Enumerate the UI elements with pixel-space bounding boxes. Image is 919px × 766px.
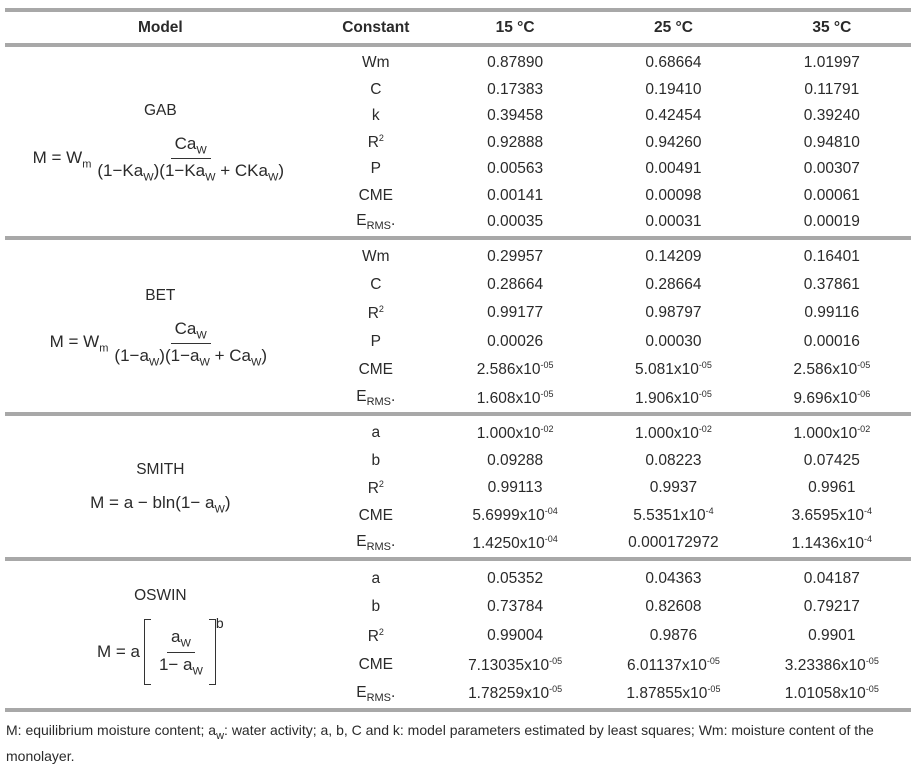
value-cell xyxy=(753,356,911,384)
value-cell xyxy=(594,299,752,327)
text-segment: M = a xyxy=(96,642,140,662)
denominator xyxy=(155,653,207,677)
text-segment: k xyxy=(371,107,380,125)
value-cell xyxy=(594,651,752,680)
text-segment: -05 xyxy=(865,655,879,666)
text-segment: 0.68664 xyxy=(645,54,702,72)
text-segment: W xyxy=(196,144,207,157)
text-segment: 0.39458 xyxy=(487,107,544,125)
value-cell xyxy=(594,50,752,77)
text-segment: 0.99004 xyxy=(487,627,544,645)
value-cell xyxy=(436,209,594,236)
text-segment: 0.9937 xyxy=(649,479,698,497)
numerator xyxy=(171,319,211,344)
value-cell xyxy=(753,243,911,271)
text-segment: 0.00141 xyxy=(487,186,544,204)
value-cell xyxy=(753,299,911,327)
value-cell xyxy=(436,622,594,651)
model-cell-bet xyxy=(5,243,316,413)
value-cell xyxy=(436,243,594,271)
text-segment: 0.00098 xyxy=(645,186,702,204)
constant-cell xyxy=(316,593,436,622)
value-cell xyxy=(753,564,911,593)
text-segment: 0.00026 xyxy=(487,332,544,350)
text-segment: 1.906x10 xyxy=(635,389,699,407)
text-segment: 0.07425 xyxy=(803,451,860,469)
constant-cell xyxy=(316,299,436,327)
table-row xyxy=(5,50,911,77)
text-segment: . xyxy=(391,212,396,230)
numerator xyxy=(167,627,195,652)
text-segment: -05 xyxy=(549,684,563,695)
text-segment: . xyxy=(391,388,396,406)
text-segment: RMS xyxy=(366,396,392,409)
text-segment: -4 xyxy=(864,533,873,544)
text-segment: a xyxy=(371,424,381,442)
text-segment: RMS xyxy=(366,220,392,233)
text-segment: a xyxy=(171,627,181,647)
text-segment: -4 xyxy=(864,506,873,517)
header-15c: 15 °C xyxy=(495,18,535,36)
header-35c: 35 °C xyxy=(812,18,852,36)
value-cell xyxy=(436,530,594,558)
value-cell xyxy=(594,103,752,130)
text-segment: 0.99177 xyxy=(487,304,544,322)
numerator xyxy=(171,134,211,159)
text-segment: W xyxy=(148,356,160,369)
text-segment: w xyxy=(216,730,225,743)
value-cell xyxy=(436,651,594,680)
value-cell xyxy=(594,530,752,558)
constant-cell xyxy=(316,271,436,299)
constant-cell xyxy=(316,679,436,708)
text-segment: 0.79217 xyxy=(803,598,860,616)
value-cell xyxy=(594,593,752,622)
value-cell xyxy=(436,679,594,708)
text-segment: -05 xyxy=(865,684,879,695)
constant-cell xyxy=(316,77,436,104)
value-cell xyxy=(436,103,594,130)
text-segment: 0.17383 xyxy=(487,80,544,98)
text-segment: -06 xyxy=(857,388,871,399)
header-row xyxy=(5,12,911,43)
text-segment: RMS xyxy=(366,691,392,704)
text-segment: W xyxy=(250,356,262,369)
table-row xyxy=(5,564,911,593)
text-segment: P xyxy=(370,332,381,350)
text-segment: 0.37861 xyxy=(803,275,860,293)
text-segment: M = W xyxy=(32,147,83,167)
text-segment: W xyxy=(214,503,225,516)
constant-cell xyxy=(316,156,436,183)
text-segment: )(1−Ka xyxy=(153,161,206,181)
text-segment: 0.9901 xyxy=(808,627,856,645)
value-cell xyxy=(436,564,594,593)
text-segment: E xyxy=(356,533,367,551)
text-segment: 1.01058x10 xyxy=(784,685,866,703)
constant-cell xyxy=(316,622,436,651)
text-segment: W xyxy=(205,171,216,184)
section-rule xyxy=(5,412,911,416)
value-cell xyxy=(753,622,911,651)
text-segment: 2.586x10 xyxy=(476,361,541,379)
text-segment: 0.39240 xyxy=(803,107,860,125)
text-segment: 2 xyxy=(378,478,384,489)
text-segment: 1− a xyxy=(158,654,193,674)
text-segment: 0.9961 xyxy=(808,479,856,497)
text-segment: 1.000x10 xyxy=(793,424,858,442)
text-segment: 0.73784 xyxy=(487,598,544,616)
text-segment: 1.87855x10 xyxy=(626,685,708,703)
value-cell xyxy=(594,622,752,651)
text-segment: 0.99113 xyxy=(487,479,543,497)
text-segment: -05 xyxy=(698,360,712,371)
value-cell xyxy=(436,356,594,384)
text-segment: -02 xyxy=(540,423,554,434)
constant-cell xyxy=(316,209,436,236)
text-segment: 2 xyxy=(378,133,384,144)
section-rule xyxy=(5,557,911,561)
text-segment: 2 xyxy=(378,303,384,314)
text-segment: RMS xyxy=(366,541,392,554)
value-cell xyxy=(753,271,911,299)
text-segment: M: equilibrium moisture content; a xyxy=(6,722,217,739)
text-segment: 0.19410 xyxy=(645,80,702,98)
model-equation xyxy=(33,134,288,184)
value-cell xyxy=(753,447,911,475)
text-segment: + Ca xyxy=(209,345,251,365)
text-segment: 0.28664 xyxy=(487,275,544,293)
equation-fraction xyxy=(155,627,207,677)
value-cell xyxy=(436,271,594,299)
value-cell xyxy=(753,593,911,622)
text-segment: R xyxy=(367,627,379,645)
text-segment: 0.14209 xyxy=(645,247,702,265)
text-segment: -05 xyxy=(707,684,721,695)
model-name: OSWIN xyxy=(134,587,187,605)
text-segment: 0.94260 xyxy=(645,133,702,151)
model-name: BET xyxy=(145,286,176,304)
text-segment: -05 xyxy=(540,360,554,371)
text-segment: 5.081x10 xyxy=(635,361,699,379)
text-segment: C xyxy=(370,275,382,293)
text-segment: 0.00019 xyxy=(803,213,860,231)
text-segment: 0.00035 xyxy=(487,213,544,231)
exponent: b xyxy=(215,615,224,632)
text-segment: 1.78259x10 xyxy=(468,685,550,703)
text-segment: 0.98797 xyxy=(645,304,702,322)
bracket xyxy=(144,619,216,685)
text-segment: 0.00031 xyxy=(645,213,702,231)
text-segment: 7.13035x10 xyxy=(468,656,550,674)
value-cell xyxy=(753,530,911,558)
text-segment: E xyxy=(356,683,367,701)
table-row xyxy=(5,243,911,271)
text-segment: 0.99116 xyxy=(804,304,860,322)
text-segment: m xyxy=(82,157,92,170)
constant-cell xyxy=(316,474,436,502)
value-cell xyxy=(594,384,752,412)
text-segment: W xyxy=(192,665,203,678)
text-segment: b xyxy=(371,598,381,616)
text-segment: 5.6999x10 xyxy=(472,507,545,525)
value-cell xyxy=(436,130,594,157)
text-segment: R xyxy=(367,479,379,497)
text-segment: E xyxy=(356,212,367,230)
value-cell xyxy=(594,447,752,475)
text-segment: 0.82608 xyxy=(645,598,702,616)
value-cell xyxy=(594,209,752,236)
constant-cell xyxy=(316,50,436,77)
section-rule xyxy=(5,43,911,47)
text-segment: . xyxy=(391,683,396,701)
value-cell xyxy=(594,271,752,299)
text-segment: (1−a xyxy=(114,345,149,365)
text-segment: 0.94810 xyxy=(803,133,860,151)
text-segment: a xyxy=(371,569,381,587)
value-cell xyxy=(753,651,911,680)
text-segment: 2.586x10 xyxy=(793,361,858,379)
text-segment: -05 xyxy=(706,655,720,666)
text-segment: Ca xyxy=(174,133,197,153)
text-segment: Wm xyxy=(362,247,390,265)
text-segment: . xyxy=(391,533,396,551)
text-segment: -05 xyxy=(857,360,871,371)
text-segment: 0.29957 xyxy=(487,247,544,265)
text-segment: CME xyxy=(358,506,394,524)
text-segment: )(1−a xyxy=(159,345,200,365)
text-segment: 0.09288 xyxy=(487,451,544,469)
header-25c: 25 °C xyxy=(653,18,693,36)
text-segment: 0.05352 xyxy=(487,569,544,587)
text-segment: 0.04187 xyxy=(803,569,860,587)
text-segment: 1.000x10 xyxy=(635,424,699,442)
value-cell xyxy=(436,77,594,104)
model-name: SMITH xyxy=(136,461,185,479)
value-cell xyxy=(594,243,752,271)
text-segment: -02 xyxy=(857,423,871,434)
value-cell xyxy=(753,327,911,355)
value-cell xyxy=(436,299,594,327)
text-segment: 1.4250x10 xyxy=(472,534,545,552)
equation-lhs xyxy=(50,332,109,354)
text-segment: 2 xyxy=(378,626,384,637)
value-cell xyxy=(753,77,911,104)
value-cell xyxy=(753,50,911,77)
text-segment: 0.00491 xyxy=(645,160,702,178)
text-segment: Wm xyxy=(362,54,390,72)
text-segment: 0.00030 xyxy=(645,332,702,350)
value-cell xyxy=(753,156,911,183)
value-cell xyxy=(436,474,594,502)
text-segment: 3.23386x10 xyxy=(784,656,866,674)
text-segment: W xyxy=(199,356,210,369)
text-segment: -04 xyxy=(544,506,558,517)
sorption-models-table xyxy=(5,12,911,715)
text-segment: -4 xyxy=(705,506,714,517)
text-segment: 0.00016 xyxy=(803,332,860,350)
model-equation xyxy=(50,319,271,369)
equation-fraction xyxy=(110,319,271,369)
text-segment: (1−Ka xyxy=(97,161,144,181)
value-cell xyxy=(436,419,594,447)
constant-cell xyxy=(316,651,436,680)
text-segment: 0.42454 xyxy=(645,107,702,125)
value-cell xyxy=(436,50,594,77)
value-cell xyxy=(594,77,752,104)
section-rule xyxy=(5,708,911,712)
text-segment: m xyxy=(99,342,109,355)
value-cell xyxy=(436,384,594,412)
constant-cell xyxy=(316,103,436,130)
equation-lhs xyxy=(33,148,92,170)
text-segment: ) xyxy=(278,161,285,181)
text-segment: E xyxy=(356,388,367,406)
text-segment: 0.16401 xyxy=(803,247,860,265)
text-segment: -05 xyxy=(549,655,563,666)
value-cell xyxy=(753,384,911,412)
value-cell xyxy=(594,356,752,384)
value-cell xyxy=(753,209,911,236)
constant-cell xyxy=(316,564,436,593)
value-cell xyxy=(594,183,752,210)
value-cell xyxy=(753,474,911,502)
denominator xyxy=(110,344,271,368)
value-cell xyxy=(436,502,594,530)
equation-fraction xyxy=(93,134,288,184)
constant-cell xyxy=(316,502,436,530)
text-segment: 0.28664 xyxy=(645,275,702,293)
value-cell xyxy=(594,474,752,502)
value-cell xyxy=(436,156,594,183)
value-cell xyxy=(594,679,752,708)
text-segment: M = a − bln(1− a xyxy=(90,493,215,513)
text-segment: 0.92888 xyxy=(487,133,544,151)
text-segment: ) xyxy=(261,345,268,365)
text-segment: 0.87890 xyxy=(487,54,544,72)
text-segment: W xyxy=(267,171,279,184)
denominator xyxy=(93,159,288,183)
text-segment: -04 xyxy=(544,533,558,544)
constant-cell xyxy=(316,530,436,558)
model-equation xyxy=(90,493,230,515)
constant-cell xyxy=(316,243,436,271)
text-segment: R xyxy=(367,134,379,152)
constant-cell xyxy=(316,419,436,447)
text-segment: C xyxy=(370,80,382,98)
value-cell xyxy=(594,156,752,183)
text-segment: 1.000x10 xyxy=(476,424,541,442)
text-segment: 5.5351x10 xyxy=(633,507,706,525)
text-segment: 0.00307 xyxy=(803,160,860,178)
value-cell xyxy=(753,103,911,130)
text-segment: -02 xyxy=(698,423,712,434)
text-segment: CME xyxy=(358,360,394,378)
text-segment: + CKa xyxy=(215,161,268,181)
text-segment: CME xyxy=(358,656,394,674)
text-segment: 1.608x10 xyxy=(476,389,541,407)
text-segment: : water activity; a, b, C and k: model parameters estimated by least squares; Wm: moisture content of the monolayer. xyxy=(6,722,874,765)
text-segment: 9.696x10 xyxy=(793,389,858,407)
text-segment: 0.000172972 xyxy=(628,534,719,552)
text-segment: 0.04363 xyxy=(645,569,702,587)
value-cell xyxy=(436,593,594,622)
text-segment: 6.01137x10 xyxy=(626,656,707,674)
text-segment: ) xyxy=(224,493,231,513)
value-cell xyxy=(753,419,911,447)
value-cell xyxy=(436,447,594,475)
equation-lhs xyxy=(97,642,140,662)
model-cell-gab xyxy=(5,50,316,236)
value-cell xyxy=(594,327,752,355)
text-segment: W xyxy=(143,171,154,184)
value-cell xyxy=(594,564,752,593)
text-segment: R xyxy=(367,304,379,322)
model-cell-oswin xyxy=(5,564,316,708)
value-cell xyxy=(594,502,752,530)
constant-cell xyxy=(316,356,436,384)
value-cell xyxy=(753,183,911,210)
text-segment: b xyxy=(371,451,381,469)
model-name: GAB xyxy=(143,101,177,119)
text-segment: W xyxy=(180,637,191,650)
value-cell xyxy=(753,679,911,708)
value-cell xyxy=(753,502,911,530)
footnote xyxy=(6,720,911,766)
constant-cell xyxy=(316,447,436,475)
text-segment: P xyxy=(370,160,381,178)
constant-cell xyxy=(316,130,436,157)
section-rule xyxy=(5,236,911,240)
text-segment: 0.00563 xyxy=(487,160,544,178)
value-cell xyxy=(594,419,752,447)
text-segment: 1.01997 xyxy=(803,54,860,72)
constant-cell xyxy=(316,327,436,355)
text-segment: CME xyxy=(358,186,394,204)
text-segment: 3.6595x10 xyxy=(791,507,864,525)
value-cell xyxy=(753,130,911,157)
equation-lhs xyxy=(90,493,230,515)
text-segment: W xyxy=(196,328,207,341)
text-segment: 0.00061 xyxy=(803,186,860,204)
text-segment: 0.11791 xyxy=(804,80,860,98)
constant-cell xyxy=(316,183,436,210)
text-segment: 0.9876 xyxy=(649,627,698,645)
model-cell-smith xyxy=(5,419,316,557)
value-cell xyxy=(594,130,752,157)
text-segment: M = W xyxy=(49,332,100,352)
text-segment: 1.1436x10 xyxy=(791,534,864,552)
table-row xyxy=(5,419,911,447)
header-constant: Constant xyxy=(342,18,410,36)
value-cell xyxy=(436,327,594,355)
text-segment: -05 xyxy=(698,388,712,399)
value-cell xyxy=(436,183,594,210)
model-equation xyxy=(96,615,224,685)
constant-cell xyxy=(316,384,436,412)
text-segment: 0.08223 xyxy=(645,451,702,469)
header-model: Model xyxy=(137,18,183,36)
text-segment: Ca xyxy=(174,318,197,338)
text-segment: -05 xyxy=(540,388,554,399)
